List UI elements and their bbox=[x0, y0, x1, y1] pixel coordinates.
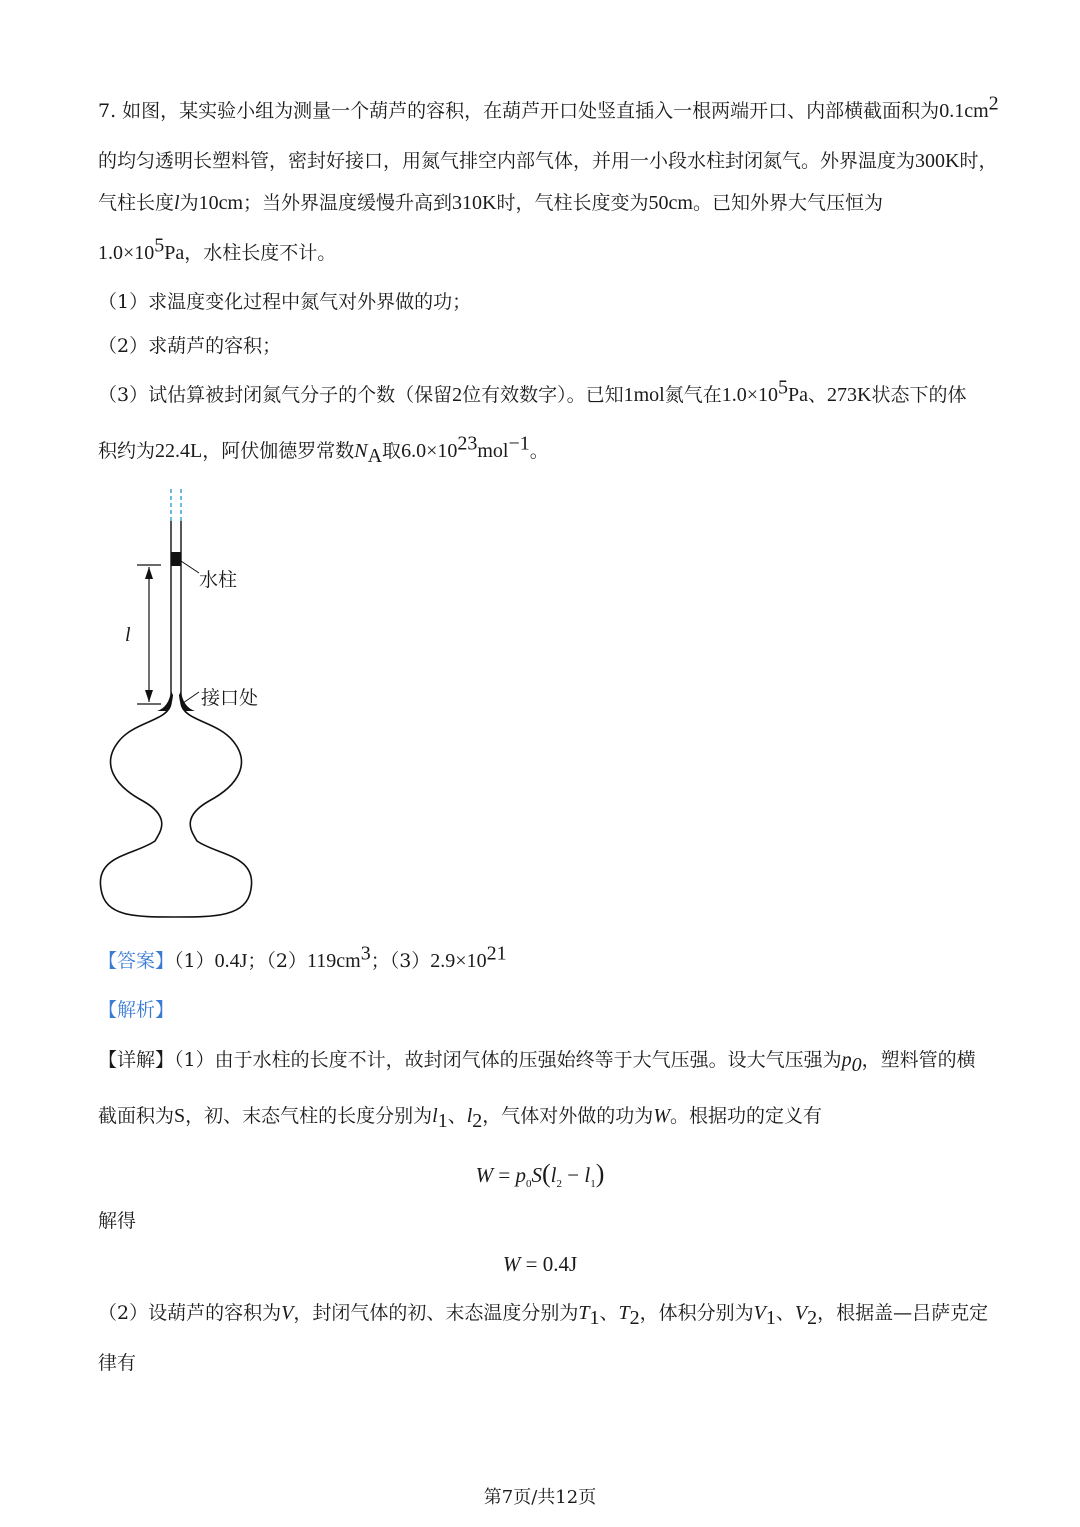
water-pointer bbox=[181, 561, 199, 573]
detail-tag: 【详解】 bbox=[98, 1049, 175, 1071]
question-number: 7. bbox=[98, 100, 117, 122]
joint-pointer bbox=[183, 692, 199, 703]
sub-question-1: （1）求温度变化过程中氮气对外界做的功； bbox=[98, 291, 472, 313]
length-arrow-up bbox=[145, 567, 153, 579]
joint-seal-right bbox=[179, 691, 195, 711]
solve-label: 解得 bbox=[98, 1210, 137, 1232]
detail-line-3: （2）设葫芦的容积为V，封闭气体的初、末态温度分别为$T_1$、$T_2$，体积分别为$V_1$、$V_2$，根据盖—吕萨克定 bbox=[98, 1302, 989, 1329]
detail-line-1: 【详解】（1）由于水柱的长度不计，故封闭气体的压强始终等于大气压强。设大气压强为$p_0$，塑料管的横 bbox=[98, 1049, 976, 1076]
detail-line-4: 律有 bbox=[98, 1352, 137, 1374]
sub-question-3-cont: 积约为22.4L，阿伏伽德罗常数$N_A$取$6.0\times 10^{23}mol^{-1}$。 bbox=[98, 432, 549, 467]
water-column-label: 水柱 bbox=[199, 569, 238, 591]
gourd-figure bbox=[95, 485, 295, 929]
page-footer: 第7页/共12页 bbox=[483, 1487, 597, 1508]
water-column bbox=[171, 552, 181, 566]
question-line-1: 7. 如图，某实验小组为测量一个葫芦的容积，在葫芦开口处竖直插入一根两端开口、内部横截面积为$0.1cm^2$ bbox=[98, 92, 999, 122]
sub-question-3: （3）试估算被封闭氮气分子的个数（保留2位有效数字）。已知1mol氮气在$1.0\times 10^5Pa$、273K状态下的体 bbox=[98, 376, 967, 406]
joint-seal-left bbox=[157, 691, 173, 711]
question-line-4: $1.0\times 10^5Pa$，水柱长度不计。 bbox=[98, 234, 337, 264]
length-arrow-down bbox=[145, 690, 153, 702]
joint-label: 接口处 bbox=[201, 687, 259, 709]
detail-line-2: 截面积为S，初、末态气柱的长度分别为$l_1$、$l_2$，气体对外做的功为W。根据功的定义有 bbox=[98, 1105, 822, 1132]
analysis-tag: 【解析】 bbox=[98, 999, 175, 1021]
length-label: l bbox=[125, 624, 131, 646]
equation-work: $W = p_0S(l_2 - l_1)$ bbox=[475, 1159, 605, 1191]
answer-tag: 【答案】 bbox=[98, 950, 175, 972]
equation-result: W = 0.4J bbox=[502, 1252, 578, 1276]
question-line-3: 气柱长度l为10cm；当外界温度缓慢升高到310K时，气柱长度变为50cm。已知外界大气压恒为 bbox=[98, 192, 883, 214]
sub-question-2: （2）求葫芦的容积； bbox=[98, 335, 282, 357]
gourd-body bbox=[100, 703, 251, 917]
area-value: 0.1cm bbox=[939, 100, 989, 122]
answer-line: 【答案】（1）0.4J；$(2)119cm^3$；$(3)2.9\times 10^{21}$ bbox=[98, 942, 507, 972]
question-line-2: 的均匀透明长塑料管，密封好接口，用氮气排空内部气体，并用一小段水柱封闭氮气。外界温度为300K时， bbox=[98, 150, 998, 172]
gourd-diagram bbox=[95, 485, 295, 925]
